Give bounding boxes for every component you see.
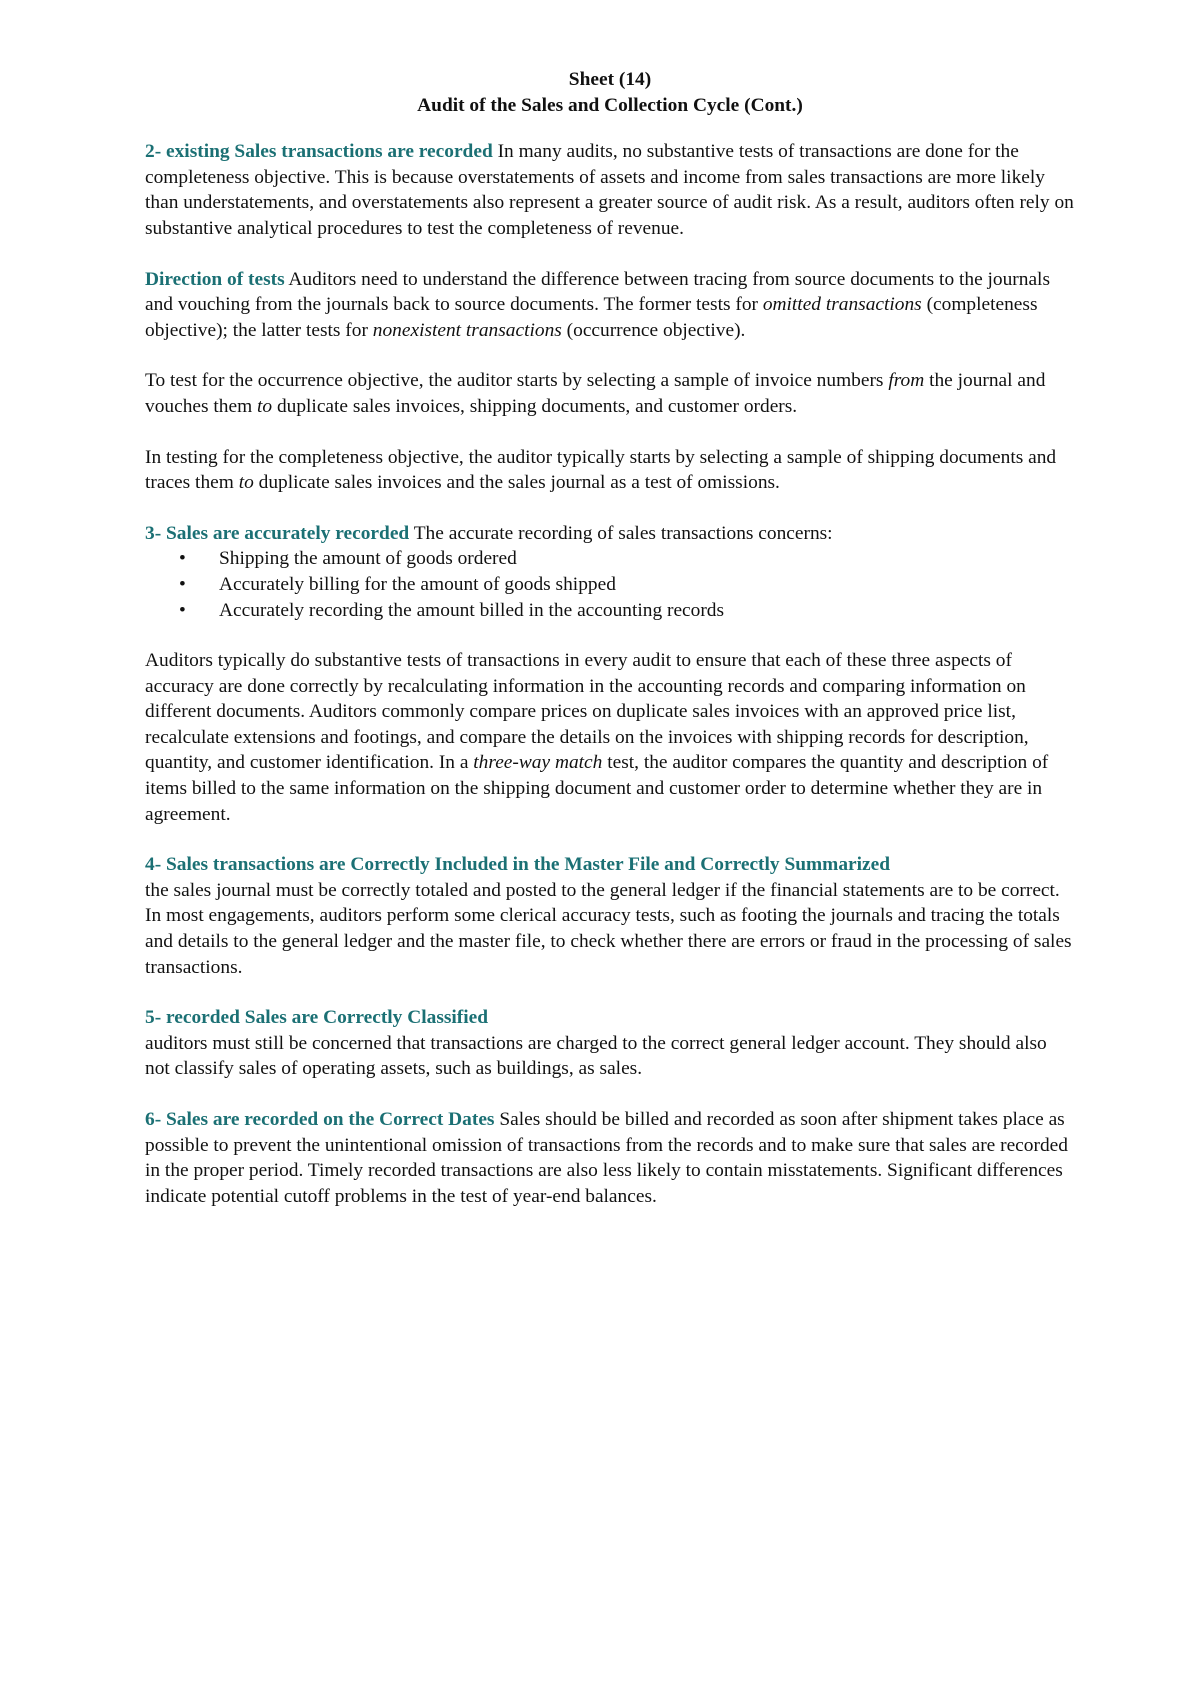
section-2-heading: 2- existing Sales transactions are recorded [145, 141, 493, 163]
completeness-body-a: In testing for the completeness objective, the auditor typically starts by selecting a sample of shipping documents and traces them [145, 446, 1057, 494]
section-6-body: Sales should be billed and recorded as soon after shipment takes place as possible to prevent the unintentional omission of transactions from the records and to make sure that sales are recorded in the proper period. Timely recorded transactions are also less likely to contain misstatements. Significant differences indicate potential cutoff problems in the test of year-end balances. [145, 1109, 1068, 1207]
occurrence-body-b: the journal and vouches them [145, 370, 1046, 417]
accuracy-body-b: test, the auditor compares the quantity and description of items billed to the same information on the shipping document and customer order to determine whether they are in agreement. [145, 752, 1049, 825]
direction-em-b: nonexistent transactions [372, 319, 562, 341]
list-item [179, 598, 1075, 624]
occurrence-em-b: to [257, 395, 273, 417]
section-6-heading: 6- Sales are recorded on the Correct Dates [145, 1109, 495, 1130]
occurrence-em-a: from [888, 370, 925, 392]
list-item-text: Shipping the amount of goods ordered [219, 548, 517, 570]
sheet-subtitle: Audit of the Sales and Collection Cycle (Cont.) [417, 94, 803, 116]
section-3-heading: 3- Sales are accurately recorded [145, 522, 410, 544]
bullet-icon: • [179, 573, 186, 595]
section-4-heading: 4- Sales transactions are Correctly Included in the Master File and Correctly Summarized [145, 854, 891, 876]
occurrence-body-a: To test for the occurrence objective, the auditor starts by selecting a sample of invoice numbers [145, 370, 889, 392]
direction-paragraph [145, 267, 1075, 344]
direction-body-a: Auditors need to understand the difference between tracing from source documents to the journals and vouching from the journals back to source documents. The former tests for [145, 268, 1050, 316]
completeness-paragraph [145, 445, 1075, 496]
bullet-icon: • [179, 599, 186, 621]
section-5-paragraph [145, 1005, 1075, 1082]
occurrence-body-c: duplicate sales invoices, shipping documents, and customer orders. [272, 395, 798, 417]
list-item [179, 572, 1075, 598]
direction-body-c: (occurrence objective). [561, 319, 746, 341]
occurrence-paragraph [145, 368, 1075, 419]
section-4-paragraph [145, 852, 1075, 980]
section-3-body: The accurate recording of sales transactions concerns: [409, 522, 833, 544]
completeness-body-b: duplicate sales invoices and the sales journal as a test of omissions. [253, 472, 780, 494]
document-page [145, 67, 1075, 1234]
accuracy-paragraph [145, 648, 1075, 827]
section-6-paragraph [145, 1107, 1075, 1209]
section-5-body: auditors must still be concerned that transactions are charged to the correct general ledger account. They should also not classify sales of operating assets, such as buildings, as sales. [145, 1032, 1047, 1080]
section-4-body: the sales journal must be correctly totaled and posted to the general ledger if the financial statements are to be correct. In most engagements, auditors perform some clerical accuracy tests, such as footing the journals and tracing the totals and details to the general ledger and the master file, to check whether there are errors or fraud in the processing of sales transactions. [145, 879, 1072, 978]
direction-body-b: (completeness objective); the latter tests for [145, 294, 1038, 341]
accuracy-body-a: Auditors typically do substantive tests of transactions in every audit to ensure that each of these three aspects of accuracy are done correctly by recalculating information in the accounting records and comparing information on different documents. Auditors commonly compare prices on duplicate sales invoices with an approved price list, recalculate extensions and footings, and compare the details on the invoices with shipping records for description, quantity, and customer identification. In a [145, 650, 1029, 774]
title-block [145, 67, 1075, 118]
list-item-text: Accurately recording the amount billed in the accounting records [219, 599, 725, 621]
list-item [179, 546, 1075, 572]
direction-em-a: omitted transactions [762, 294, 922, 316]
direction-heading: Direction of tests [145, 268, 285, 290]
accuracy-bullet-list [145, 546, 1075, 623]
accuracy-em-a: three-way match [473, 752, 603, 774]
section-3-paragraph [145, 521, 1075, 547]
section-2-paragraph [145, 139, 1075, 241]
bullet-icon: • [179, 548, 186, 570]
section-2-body: In many audits, no substantive tests of transactions are done for the completeness objective. This is because overstatements of assets and income from sales transactions are more likely than understatements, and overstatements also represent a greater source of audit risk. As a result, auditors often rely on substantive analytical procedures to test the completeness of revenue. [145, 141, 1074, 239]
section-5-heading: 5- recorded Sales are Correctly Classified [145, 1007, 489, 1029]
completeness-em-a: to [238, 472, 254, 494]
sheet-title: Sheet (14) [568, 69, 652, 90]
list-item-text: Accurately billing for the amount of goods shipped [219, 573, 616, 595]
